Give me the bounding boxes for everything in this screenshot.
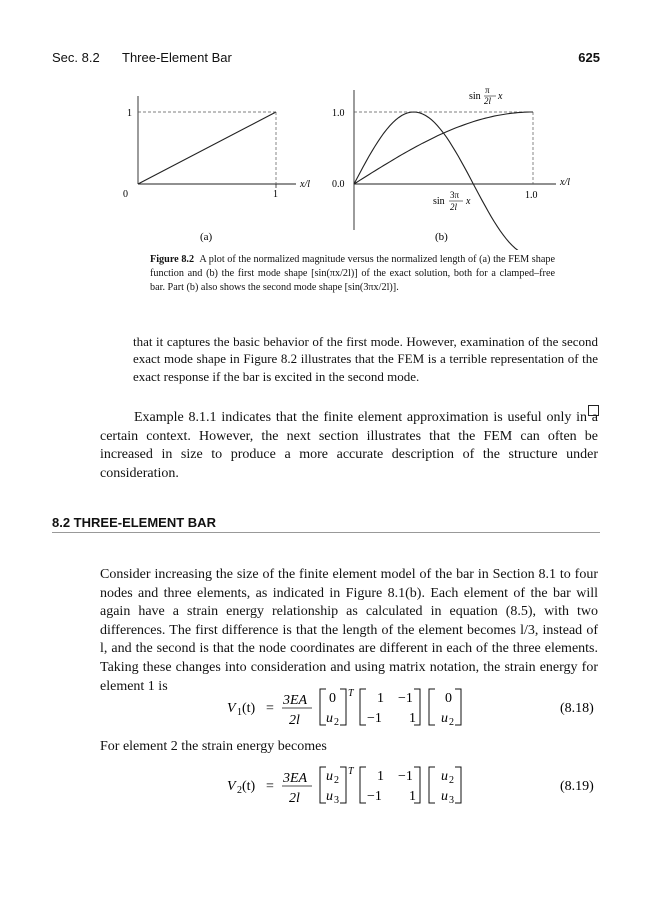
svg-text:u: u xyxy=(326,711,333,726)
svg-text:1: 1 xyxy=(377,691,384,706)
panel-a-label: (a) xyxy=(200,231,213,243)
svg-text:0: 0 xyxy=(445,691,452,706)
section-number: Sec. 8.2 xyxy=(52,50,100,65)
svg-text:u: u xyxy=(326,769,333,784)
paragraph-example-summary: Example 8.1.1 indicates that the finite element approximation is useful only in a certain context. However, the next section illustrates that the FEM can often be increased in size to produce a more accurate description of the structure under consideration. xyxy=(100,410,598,481)
section-heading: 8.2 THREE-ELEMENT BAR xyxy=(52,515,216,530)
svg-text:u: u xyxy=(441,789,448,804)
svg-text:1: 1 xyxy=(409,711,416,726)
equation-number-8-18: (8.18) xyxy=(560,701,594,716)
panel-a-y-tick-1: 1 xyxy=(127,108,132,119)
svg-text:0: 0 xyxy=(329,691,336,706)
svg-text:2: 2 xyxy=(334,717,339,728)
equation-8-19 xyxy=(0,762,647,812)
svg-text:V: V xyxy=(227,701,236,716)
svg-text:(t): (t) xyxy=(242,779,256,794)
svg-text:=: = xyxy=(266,701,274,716)
svg-text:3: 3 xyxy=(449,795,454,806)
section-rule xyxy=(52,532,600,533)
paragraph-three-element: Consider increasing the size of the finite element model of the bar in Section 8.1 to four nodes and three elements, as indicated in Figure 8.1(b). Each element of the bar will again have a strain energy relationship as calculated in equation (8.5), with two differences. The first difference is that the length of the element becomes l/3, instead of l, and the second is that the node coordinates are different in each of the three elements. Taking these changes into consideration and using matrix notation, the strain energy for element 1 is xyxy=(100,567,598,694)
svg-text:2: 2 xyxy=(334,775,339,786)
svg-text:3: 3 xyxy=(334,795,339,806)
svg-text:T: T xyxy=(348,766,354,777)
svg-text:3π: 3π xyxy=(450,190,460,200)
svg-text:−1: −1 xyxy=(398,769,413,784)
mode-2-curve xyxy=(354,112,533,250)
paragraph-element-2: For element 2 the strain energy becomes xyxy=(100,739,327,754)
svg-text:−1: −1 xyxy=(398,691,413,706)
panel-a-shape-function xyxy=(138,112,276,184)
svg-text:V: V xyxy=(227,779,236,794)
svg-text:u: u xyxy=(326,789,333,804)
panel-b-y-tick-1: 1.0 xyxy=(332,108,345,119)
svg-text:1: 1 xyxy=(237,707,242,718)
figure-8-2 xyxy=(0,0,647,250)
running-title: Three-Element Bar xyxy=(122,50,232,65)
figure-panel-a xyxy=(123,96,310,243)
svg-text:u: u xyxy=(441,711,448,726)
svg-text:2l: 2l xyxy=(450,202,458,212)
panel-b-x-tick-1: 1.0 xyxy=(525,190,538,201)
svg-text:3EA: 3EA xyxy=(283,693,308,708)
caption-label: Figure 8.2 xyxy=(150,254,195,265)
panel-b-label: (b) xyxy=(435,231,448,243)
svg-text:x: x xyxy=(498,91,503,102)
panel-a-x-label: x/l xyxy=(300,179,310,190)
page-number: 625 xyxy=(578,50,600,65)
panel-a-x-tick-0: 0 xyxy=(123,189,128,200)
panel-b-x-label: x/l xyxy=(560,177,570,188)
svg-text:3EA: 3EA xyxy=(283,771,308,786)
svg-text:u: u xyxy=(441,769,448,784)
equation-number-8-19: (8.19) xyxy=(560,779,594,794)
svg-text:=: = xyxy=(266,779,274,794)
figure-caption xyxy=(150,253,555,295)
svg-text:−1: −1 xyxy=(367,711,382,726)
figure-panel-b xyxy=(332,85,570,250)
svg-text:−1: −1 xyxy=(367,789,382,804)
svg-text:sin: sin xyxy=(469,91,481,102)
mode-1-curve xyxy=(354,112,533,184)
svg-text:2l: 2l xyxy=(289,713,300,728)
caption-text: A plot of the normalized magnitude versus the normalized length of (a) the FEM shape function and (b) the first mode shape [sin(πx/2l)] of the exact solution, both for a clamped–free bar. Part (b) also shows the second mode shape [sin(3πx/2l)]. xyxy=(150,254,555,293)
panel-a-x-tick-1: 1 xyxy=(273,189,278,200)
svg-text:sin: sin xyxy=(433,196,445,207)
mode-2-label xyxy=(433,190,471,212)
svg-text:T: T xyxy=(348,688,354,699)
svg-text:π: π xyxy=(485,85,490,95)
svg-text:1: 1 xyxy=(377,769,384,784)
svg-text:2: 2 xyxy=(237,785,242,796)
panel-b-y-tick-0: 0.0 xyxy=(332,179,345,190)
svg-text:2l: 2l xyxy=(289,791,300,806)
svg-text:x: x xyxy=(466,196,471,207)
svg-text:2: 2 xyxy=(449,775,454,786)
svg-text:2: 2 xyxy=(449,717,454,728)
svg-text:2l: 2l xyxy=(484,96,492,106)
equation-8-18 xyxy=(0,684,647,734)
svg-text:1: 1 xyxy=(409,789,416,804)
svg-text:(t): (t) xyxy=(242,701,256,716)
mode-1-label xyxy=(469,85,503,106)
paragraph-continuation: that it captures the basic behavior of the first mode. However, examination of the second exact mode shape in Figure 8.2 illustrates that the FEM is a terrible representation of the exact response if the bar is excited in the second mode. xyxy=(133,334,598,384)
